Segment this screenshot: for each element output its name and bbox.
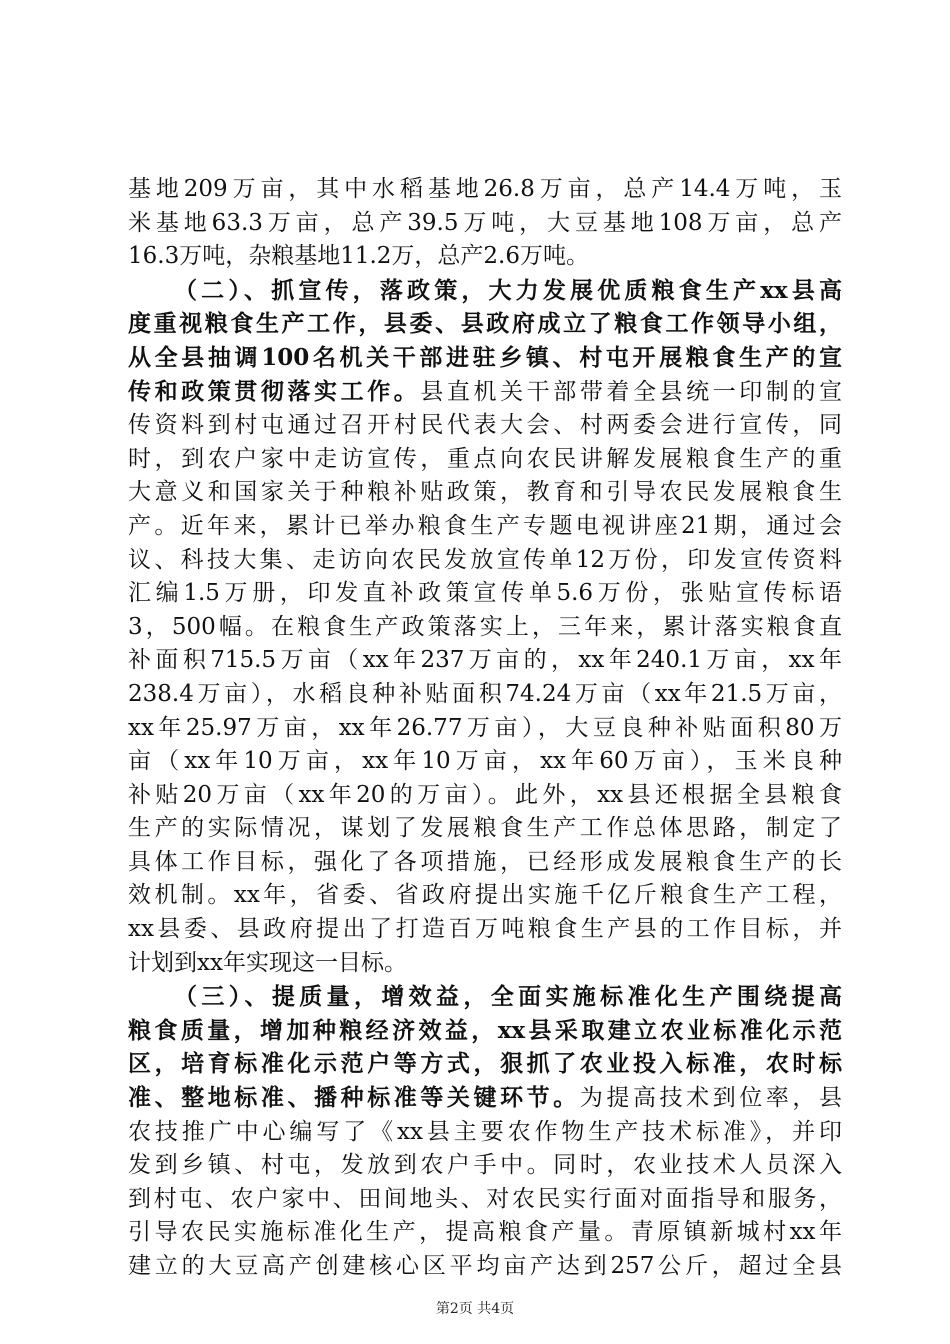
text-line [128, 1081, 842, 1116]
text-line: 从全县抽调100名机关干部进驻乡镇、村屯开展粮食生产的宣 [128, 343, 842, 371]
text-line: 生产的实际情况，谋划了发展粮食生产工作总体思路，制定了 [128, 815, 842, 842]
text-line: 补面积715.5万亩（xx年237万亩的，xx年240.1万亩，xx年 [128, 647, 842, 674]
text-line: 具体工作目标，强化了各项措施，已经形成发展粮食生产的长 [128, 848, 842, 875]
text-line: 238.4万亩），水稻良种补贴面积74.24万亩（xx年21.5万亩， [128, 680, 842, 707]
text-line: 16.3万吨，杂粮基地11.2万，总产2.6万吨。 [128, 243, 589, 270]
text-line: 发到乡镇、村屯，发放到农户手中。同时，农业技术人员深入 [128, 1152, 842, 1179]
text-line: 议、科技大集、走访向农民发放宣传单12万份，印发宣传资料 [128, 546, 842, 573]
text-bold-run: 传和政策贯彻落实工作。 [128, 377, 421, 405]
text-line [128, 375, 842, 410]
text-line: 大意义和国家关于种粮补贴政策，教育和引导农民发展粮食生 [128, 479, 842, 506]
text-line: xx年25.97万亩，xx年26.77万亩），大豆良种补贴面积80万 [128, 714, 842, 741]
text-bold-run: 准、整地标准、播种标准等关键环节。 [128, 1084, 580, 1112]
text-line: 区，培育标准化示范户等方式，狠抓了农业投入标准，农时标 [128, 1050, 842, 1078]
text-line: 效机制。xx年，省委、省政府提出实施千亿斤粮食生产工程， [128, 882, 842, 909]
text-line: xx县委、县政府提出了打造百万吨粮食生产县的工作目标，并 [128, 916, 842, 943]
text-line: 基地209万亩，其中水稻基地26.8万亩，总产14.4万吨，玉 [128, 176, 842, 202]
section-heading-2: （二）、抓宣传，落政策，大力发展优质粮食生产xx县高 [174, 276, 842, 304]
text-line: 传资料到村屯通过召开村民代表大会、村两委会进行宣传，同 [128, 412, 842, 439]
text-line: 时，到农户家中走访宣传，重点向农民讲解发展粮食生产的重 [128, 445, 842, 472]
section-heading-3: （三）、提质量，增效益，全面实施标准化生产围绕提高 [174, 983, 842, 1011]
body-text [128, 173, 842, 1284]
text-line: 米基地63.3万亩，总产39.5万吨，大豆基地108万亩，总产 [128, 209, 842, 236]
page-footer: 第2页 共4页 [435, 1301, 515, 1317]
text-line: 到村屯、农户家中、田间地头、对农民实行面对面指导和服务， [128, 1185, 842, 1212]
text-line: 建立的大豆高产创建核心区平均亩产达到257公斤，超过全县 [128, 1253, 842, 1279]
text-line: 粮食质量，增加种粮经济效益，xx县采取建立农业标准化示范 [128, 1016, 842, 1044]
text-line: 产。近年来，累计已举办粮食生产专题电视讲座21期，通过会 [128, 512, 842, 539]
text-line: 计划到xx年实现这一目标。 [128, 949, 407, 976]
text-line: 农技推广中心编写了《xx县主要农作物生产技术标准》，并印 [128, 1118, 842, 1145]
text-run: 为提高技术到位率，县 [579, 1085, 843, 1112]
text-line: 汇编1.5万册，印发直补政策宣传单5.6万份，张贴宣传标语 [128, 580, 842, 607]
text-line: 亩（xx年10万亩，xx年10万亩，xx年60万亩），玉米良种 [128, 748, 842, 775]
text-line: 引导农民实施标准化生产，提高粮食产量。青原镇新城村xx年 [128, 1219, 842, 1246]
text-line: 3，500幅。在粮食生产政策落实上，三年来，累计落实粮食直 [128, 613, 842, 640]
text-line: 补贴20万亩（xx年20的万亩）。此外，xx县还根据全县粮食 [128, 781, 842, 808]
text-run: 县直机关干部带着全县统一印制的宣 [420, 378, 843, 405]
text-line: 度重视粮食生产工作，县委、县政府成立了粮食工作领导小组， [128, 310, 842, 338]
